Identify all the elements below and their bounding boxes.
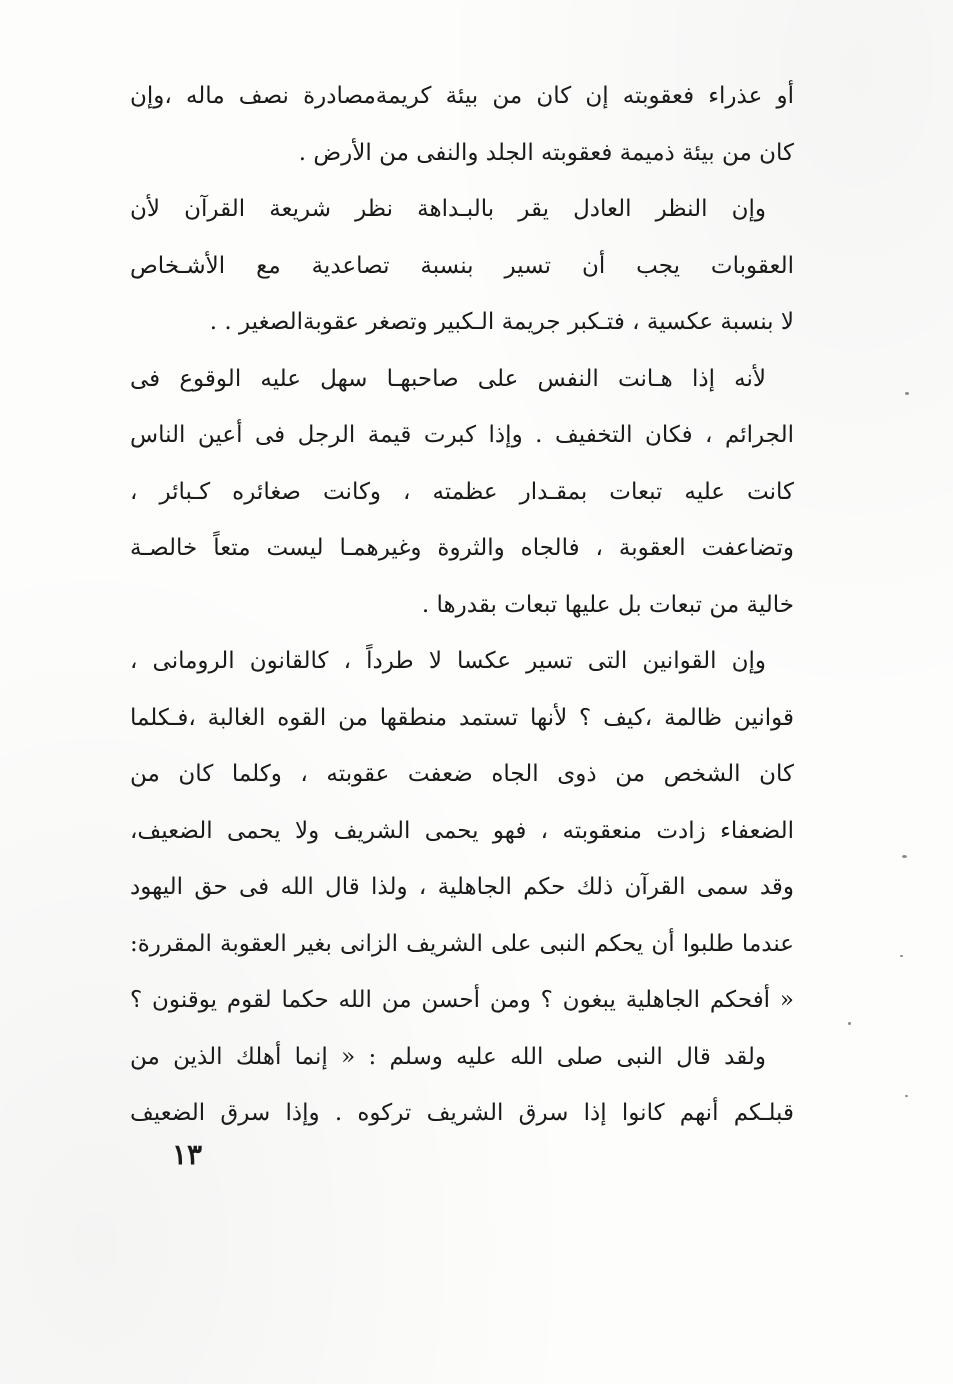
scan-speck	[902, 855, 907, 858]
text-line: وإن النظر العادل يقر بالبـداهة نظر شريعة القرآن لأن	[130, 196, 766, 222]
scan-speck	[900, 955, 903, 957]
text-line: « أفحكم الجاهلية يبغون ؟ ومن أحسن من الله حكما لقوم يوقنون ؟	[130, 987, 794, 1013]
text-line: كان الشخص من ذوى الجاه ضعفت عقوبته ، وكلما كان من	[130, 761, 794, 787]
text-line: لأنه إذا هـانت النفس على صاحبهـا سهل عليه الوقوع فى	[130, 365, 766, 392]
text-line: الجرائم ، فكان التخفيف . وإذا كبرت قيمة الرجل فى أعين الناس	[130, 422, 794, 448]
scan-speck	[905, 392, 909, 395]
text-line: ولقد قال النبى صلى الله عليه وسلم : « إنما أهلك الذين من	[130, 1043, 766, 1070]
scan-speck	[905, 1095, 908, 1097]
text-line: قبلـكم أنهم كانوا إذا سرق الشريف تركوه . وإذا سرق الضعيف	[130, 1100, 794, 1126]
page-number: ١٣	[172, 1138, 203, 1171]
text-line: الضعفاء زادت منعقوبته ، فهو يحمى الشريف ولا يحمى الضعيف،	[130, 817, 794, 844]
text-line: عندما طلبوا أن يحكم النبى على الشريف الزانى بغير العقوبة المقررة:	[130, 930, 794, 957]
text-line: وقد سمى القرآن ذلك حكم الجاهلية ، ولذا قال الله فى حق اليهود	[130, 874, 794, 900]
text-line: وإن القوانين التى تسير عكسا لا طرداً ، كالقانون الرومانى ،	[130, 648, 766, 674]
text-line: قوانين ظالمة ،كيف ؟ لأنها تستمد منطقها من القوه الغالبة ،فـكلما	[130, 704, 794, 731]
text-line: كان من بيئة ذميمة فعقوبته الجلد والنفى من الأرض .	[298, 139, 794, 166]
text-line: كانت عليه تبعات بمقـدار عظمته ، وكانت صغائره كـبائر ،	[130, 478, 794, 505]
text-line: أو عذراء فعقوبته إن كان من بيئة كريمةمصادرة نصف ماله ،وإن	[130, 83, 794, 109]
text-line: العقوبات يجب أن تسير بنسبة تصاعدية مع الأشـخاص	[130, 252, 794, 279]
text-line: خالية من تبعات بل عليها تبعات بقدرها .	[421, 591, 794, 618]
text-line: وتضاعفت العقوبة ، فالجاه والثروة وغيرهمـا ليست متعاً خالصـة	[130, 535, 794, 561]
scan-speck	[848, 1022, 851, 1025]
body-text	[130, 68, 794, 1142]
text-line: لا بنسبة عكسية ، فتـكبر جريمة الـكبير وتصغر عقوبةالصغير . .	[209, 309, 794, 335]
